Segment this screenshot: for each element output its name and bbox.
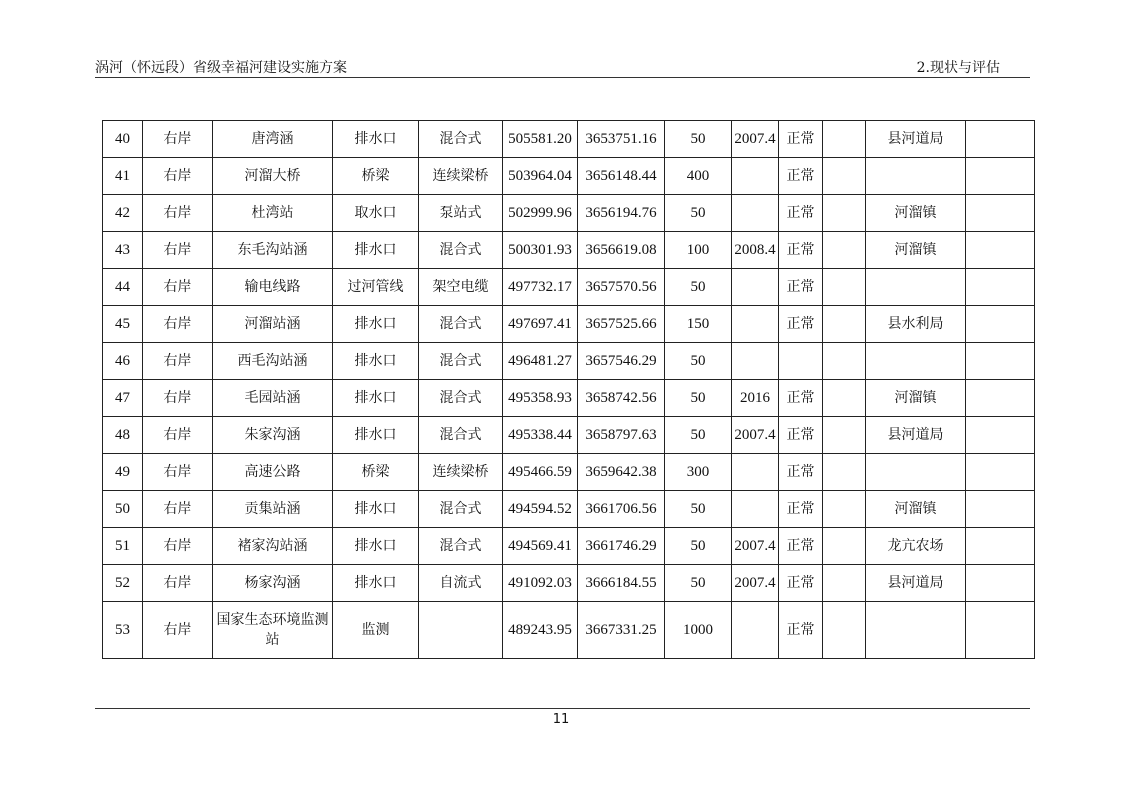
table-row	[103, 343, 1035, 380]
cell-blank-col	[823, 565, 866, 602]
cell-bank: 右岸	[143, 454, 213, 491]
cell-blank-col	[823, 417, 866, 454]
cell-structure-form: 泵站式	[419, 195, 503, 232]
cell-remark	[966, 232, 1035, 269]
cell-manager: 县河道局	[866, 565, 966, 602]
cell-scale: 50	[665, 195, 732, 232]
cell-coord-y: 3659642.38	[578, 454, 665, 491]
cell-coord-x: 502999.96	[503, 195, 578, 232]
cell-status: 正常	[779, 269, 823, 306]
cell-remark	[966, 306, 1035, 343]
table-row	[103, 417, 1035, 454]
cell-facility-name: 唐湾涵	[213, 121, 333, 158]
cell-remark	[966, 565, 1035, 602]
cell-row-index: 49	[103, 454, 143, 491]
table-row	[103, 454, 1035, 491]
cell-facility-type: 排水口	[333, 232, 419, 269]
cell-remark	[966, 491, 1035, 528]
cell-status: 正常	[779, 195, 823, 232]
cell-build-year: 2007.4	[732, 121, 779, 158]
cell-coord-x: 497697.41	[503, 306, 578, 343]
cell-scale: 50	[665, 565, 732, 602]
page-number: 11	[552, 712, 570, 727]
cell-coord-x: 497732.17	[503, 269, 578, 306]
cell-facility-name: 国家生态环境监测站	[213, 602, 333, 659]
cell-facility-name: 输电线路	[213, 269, 333, 306]
cell-row-index: 53	[103, 602, 143, 659]
cell-status: 正常	[779, 417, 823, 454]
cell-status: 正常	[779, 121, 823, 158]
cell-remark	[966, 380, 1035, 417]
cell-manager: 县河道局	[866, 121, 966, 158]
cell-coord-y: 3661706.56	[578, 491, 665, 528]
cell-structure-form: 混合式	[419, 343, 503, 380]
cell-status: 正常	[779, 306, 823, 343]
cell-coord-y: 3667331.25	[578, 602, 665, 659]
cell-facility-name: 褚家沟站涵	[213, 528, 333, 565]
cell-facility-type: 排水口	[333, 306, 419, 343]
cell-facility-type: 桥梁	[333, 158, 419, 195]
cell-facility-name: 河溜站涵	[213, 306, 333, 343]
cell-remark	[966, 343, 1035, 380]
cell-build-year	[732, 602, 779, 659]
cell-manager	[866, 269, 966, 306]
cell-row-index: 40	[103, 121, 143, 158]
cell-row-index: 43	[103, 232, 143, 269]
table-row	[103, 565, 1035, 602]
cell-row-index: 42	[103, 195, 143, 232]
cell-blank-col	[823, 306, 866, 343]
cell-remark	[966, 269, 1035, 306]
cell-build-year: 2007.4	[732, 565, 779, 602]
cell-facility-type: 排水口	[333, 528, 419, 565]
table-row	[103, 121, 1035, 158]
cell-bank: 右岸	[143, 565, 213, 602]
cell-coord-x: 495338.44	[503, 417, 578, 454]
cell-remark	[966, 417, 1035, 454]
cell-structure-form: 混合式	[419, 121, 503, 158]
cell-scale: 150	[665, 306, 732, 343]
cell-coord-y: 3656619.08	[578, 232, 665, 269]
table-row	[103, 528, 1035, 565]
cell-coord-x: 500301.93	[503, 232, 578, 269]
cell-row-index: 46	[103, 343, 143, 380]
cell-bank: 右岸	[143, 269, 213, 306]
cell-build-year: 2016	[732, 380, 779, 417]
cell-row-index: 52	[103, 565, 143, 602]
cell-facility-name: 贡集站涵	[213, 491, 333, 528]
cell-build-year	[732, 343, 779, 380]
cell-row-index: 45	[103, 306, 143, 343]
cell-scale: 400	[665, 158, 732, 195]
cell-facility-type: 过河管线	[333, 269, 419, 306]
cell-structure-form: 混合式	[419, 380, 503, 417]
cell-row-index: 51	[103, 528, 143, 565]
cell-facility-type: 桥梁	[333, 454, 419, 491]
cell-manager	[866, 343, 966, 380]
cell-bank: 右岸	[143, 343, 213, 380]
cell-bank: 右岸	[143, 417, 213, 454]
cell-remark	[966, 528, 1035, 565]
cell-scale: 50	[665, 491, 732, 528]
cell-blank-col	[823, 454, 866, 491]
cell-manager: 河溜镇	[866, 195, 966, 232]
cell-coord-y: 3658797.63	[578, 417, 665, 454]
cell-build-year	[732, 491, 779, 528]
cell-coord-y: 3661746.29	[578, 528, 665, 565]
cell-build-year	[732, 269, 779, 306]
cell-blank-col	[823, 121, 866, 158]
cell-bank: 右岸	[143, 121, 213, 158]
cell-blank-col	[823, 269, 866, 306]
cell-coord-y: 3658742.56	[578, 380, 665, 417]
cell-status: 正常	[779, 491, 823, 528]
cell-bank: 右岸	[143, 491, 213, 528]
cell-structure-form: 混合式	[419, 232, 503, 269]
cell-build-year: 2007.4	[732, 528, 779, 565]
cell-build-year	[732, 454, 779, 491]
cell-coord-y: 3653751.16	[578, 121, 665, 158]
cell-coord-y: 3657570.56	[578, 269, 665, 306]
cell-manager: 河溜镇	[866, 232, 966, 269]
cell-coord-x: 491092.03	[503, 565, 578, 602]
cell-facility-name: 西毛沟站涵	[213, 343, 333, 380]
cell-bank: 右岸	[143, 528, 213, 565]
cell-structure-form: 混合式	[419, 528, 503, 565]
cell-build-year	[732, 158, 779, 195]
cell-facility-type: 取水口	[333, 195, 419, 232]
cell-status: 正常	[779, 528, 823, 565]
cell-coord-x: 489243.95	[503, 602, 578, 659]
cell-facility-type: 排水口	[333, 417, 419, 454]
cell-facility-name: 河溜大桥	[213, 158, 333, 195]
cell-remark	[966, 454, 1035, 491]
cell-scale: 50	[665, 343, 732, 380]
cell-structure-form: 连续梁桥	[419, 158, 503, 195]
cell-remark	[966, 195, 1035, 232]
cell-build-year	[732, 195, 779, 232]
cell-manager	[866, 454, 966, 491]
table-row	[103, 195, 1035, 232]
cell-facility-name: 毛园站涵	[213, 380, 333, 417]
cell-facility-name: 朱家沟涵	[213, 417, 333, 454]
table-body	[103, 121, 1035, 659]
cell-bank: 右岸	[143, 158, 213, 195]
cell-status: 正常	[779, 232, 823, 269]
cell-manager	[866, 602, 966, 659]
cell-status: 正常	[779, 565, 823, 602]
cell-structure-form: 架空电缆	[419, 269, 503, 306]
cell-bank: 右岸	[143, 232, 213, 269]
cell-scale: 50	[665, 121, 732, 158]
cell-facility-name: 杨家沟涵	[213, 565, 333, 602]
cell-scale: 50	[665, 528, 732, 565]
document-title: 涡河（怀远段）省级幸福河建设实施方案	[95, 60, 347, 76]
cell-status: 正常	[779, 454, 823, 491]
table-row	[103, 602, 1035, 659]
cell-scale: 50	[665, 380, 732, 417]
cell-build-year	[732, 306, 779, 343]
cell-remark	[966, 121, 1035, 158]
cell-status	[779, 343, 823, 380]
cell-remark	[966, 158, 1035, 195]
cell-structure-form: 混合式	[419, 491, 503, 528]
cell-row-index: 41	[103, 158, 143, 195]
section-label: 2.现状与评估	[916, 60, 1000, 76]
cell-facility-type: 排水口	[333, 380, 419, 417]
cell-facility-type: 排水口	[333, 121, 419, 158]
cell-manager: 龙亢农场	[866, 528, 966, 565]
cell-status: 正常	[779, 602, 823, 659]
footer-divider	[95, 708, 1030, 709]
cell-coord-y: 3656148.44	[578, 158, 665, 195]
cell-coord-y: 3657525.66	[578, 306, 665, 343]
cell-bank: 右岸	[143, 380, 213, 417]
cell-facility-type: 排水口	[333, 343, 419, 380]
cell-blank-col	[823, 232, 866, 269]
cell-blank-col	[823, 380, 866, 417]
cell-coord-x: 495358.93	[503, 380, 578, 417]
cell-coord-x: 496481.27	[503, 343, 578, 380]
table-row	[103, 380, 1035, 417]
cell-coord-x: 494569.41	[503, 528, 578, 565]
cell-row-index: 44	[103, 269, 143, 306]
cell-facility-name: 东毛沟站涵	[213, 232, 333, 269]
cell-coord-x: 494594.52	[503, 491, 578, 528]
cell-blank-col	[823, 158, 866, 195]
cell-facility-type: 排水口	[333, 491, 419, 528]
cell-row-index: 47	[103, 380, 143, 417]
cell-facility-type: 排水口	[333, 565, 419, 602]
table-row	[103, 306, 1035, 343]
table-row	[103, 158, 1035, 195]
cell-manager: 县河道局	[866, 417, 966, 454]
cell-scale: 100	[665, 232, 732, 269]
cell-coord-y: 3656194.76	[578, 195, 665, 232]
cell-status: 正常	[779, 380, 823, 417]
cell-facility-name: 杜湾站	[213, 195, 333, 232]
table-row	[103, 232, 1035, 269]
table-row	[103, 269, 1035, 306]
cell-structure-form: 连续梁桥	[419, 454, 503, 491]
cell-remark	[966, 602, 1035, 659]
cell-structure-form	[419, 602, 503, 659]
cell-blank-col	[823, 491, 866, 528]
cell-bank: 右岸	[143, 602, 213, 659]
cell-structure-form: 混合式	[419, 417, 503, 454]
cell-coord-y: 3657546.29	[578, 343, 665, 380]
cell-build-year: 2008.4	[732, 232, 779, 269]
cell-facility-type: 监测	[333, 602, 419, 659]
cell-manager: 河溜镇	[866, 491, 966, 528]
cell-bank: 右岸	[143, 195, 213, 232]
cell-row-index: 48	[103, 417, 143, 454]
cell-manager	[866, 158, 966, 195]
cell-scale: 300	[665, 454, 732, 491]
cell-scale: 50	[665, 269, 732, 306]
cell-scale: 1000	[665, 602, 732, 659]
cell-coord-x: 505581.20	[503, 121, 578, 158]
cell-build-year: 2007.4	[732, 417, 779, 454]
cell-blank-col	[823, 602, 866, 659]
table-row	[103, 491, 1035, 528]
cell-structure-form: 自流式	[419, 565, 503, 602]
cell-bank: 右岸	[143, 306, 213, 343]
header-divider	[95, 77, 1030, 78]
cell-manager: 河溜镇	[866, 380, 966, 417]
cell-blank-col	[823, 528, 866, 565]
cell-facility-name: 高速公路	[213, 454, 333, 491]
facility-table	[102, 120, 1035, 659]
cell-scale: 50	[665, 417, 732, 454]
cell-row-index: 50	[103, 491, 143, 528]
cell-status: 正常	[779, 158, 823, 195]
cell-manager: 县水利局	[866, 306, 966, 343]
cell-blank-col	[823, 343, 866, 380]
cell-coord-y: 3666184.55	[578, 565, 665, 602]
cell-structure-form: 混合式	[419, 306, 503, 343]
cell-blank-col	[823, 195, 866, 232]
cell-coord-x: 503964.04	[503, 158, 578, 195]
cell-coord-x: 495466.59	[503, 454, 578, 491]
